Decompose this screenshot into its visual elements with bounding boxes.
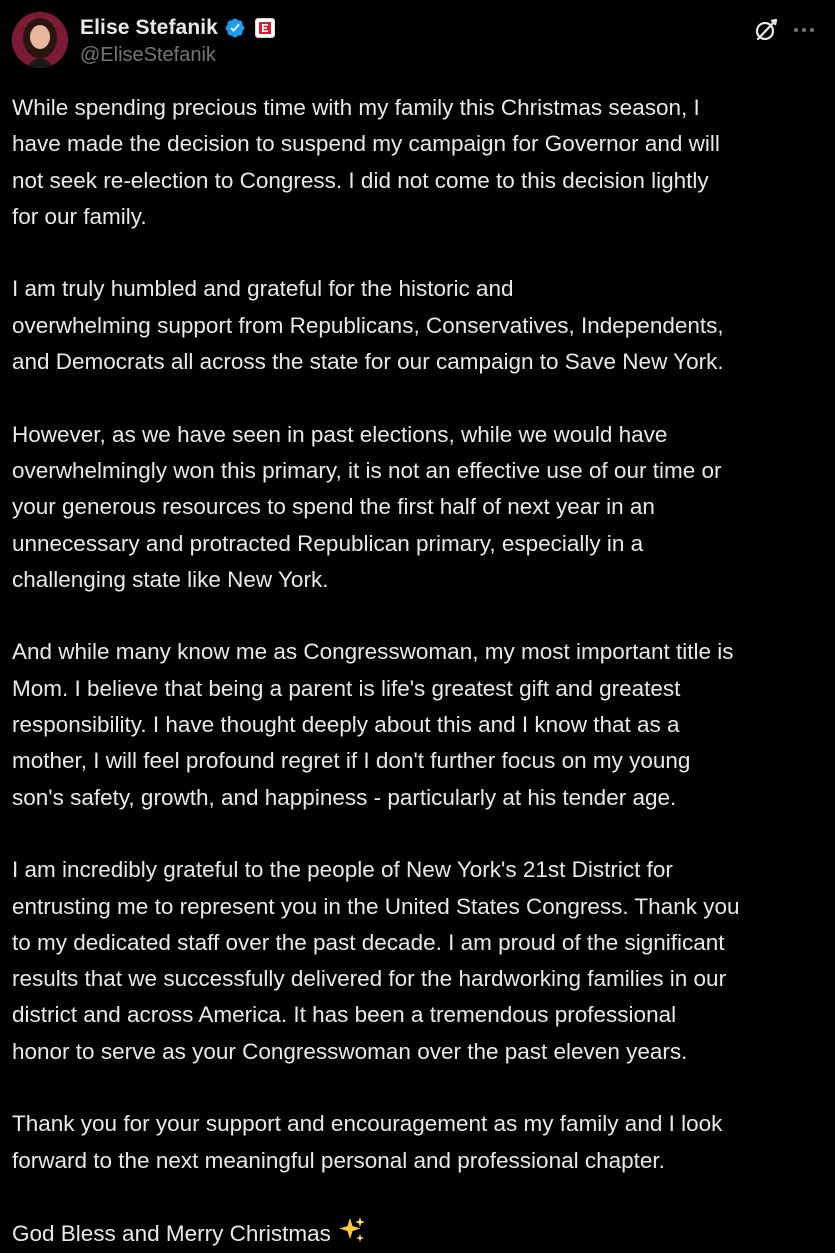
tweet-paragraph: Thank you for your support and encouragement as my family and I look forward to the next meaningful personal and professional chapter.: [12, 1111, 723, 1173]
tweet-paragraph: I am truly humbled and grateful for the historic and overwhelming support from Republicans, Conservatives, Independents, and Democrats all across the state for our campaign to Save New York.: [12, 276, 724, 375]
avatar-image: [12, 12, 68, 68]
grok-icon[interactable]: [752, 16, 780, 44]
tweet-closing-text: God Bless and Merry Christmas: [12, 1221, 331, 1247]
tweet-paragraph: While spending precious time with my family this Christmas season, I have made the decision to suspend my campaign for Governor and will not seek re-election to Congress. I did not come to this decision lightly for our family.: [12, 95, 720, 229]
author-handle[interactable]: @EliseStefanik: [80, 44, 216, 66]
more-options-icon[interactable]: [790, 16, 818, 44]
avatar[interactable]: [12, 12, 68, 68]
author-display-name[interactable]: Elise Stefanik: [80, 16, 218, 39]
affiliation-badge-icon[interactable]: [255, 18, 275, 38]
tweet-paragraph: And while many know me as Congresswoman, my most important title is Mom. I believe that being a parent is life's greatest gift and greatest responsibility. I have thought deeply about this and I know that as a mother, I will feel profound regret if I don't further focus on my young son's safety, growth, and happiness - particularly at his tender age.: [12, 639, 734, 810]
author-name-row: [80, 14, 275, 42]
affiliation-logo-icon: [258, 21, 272, 35]
tweet-text: [12, 90, 827, 1253]
tweet-paragraph: I am incredibly grateful to the people of New York's 21st District for entrusting me to represent you in the United States Congress. Thank you to my dedicated staff over the past decade. I am proud of the significant results that we successfully delivered for the hardworking families in our district and across America. It has been a tremendous professional honor to serve as your Congresswoman over the past eleven years.: [12, 857, 740, 1064]
tweet-paragraph: However, as we have seen in past elections, while we would have overwhelmingly won this primary, it is not an effective use of our time or your generous resources to spend the first half of next year in an unnecessary and protracted Republican primary, especially in a challenging state like New York.: [12, 421, 722, 592]
sparkles-icon: [337, 1215, 367, 1245]
tweet-closing-line: [12, 1215, 827, 1252]
verified-badge-icon[interactable]: [224, 17, 246, 39]
